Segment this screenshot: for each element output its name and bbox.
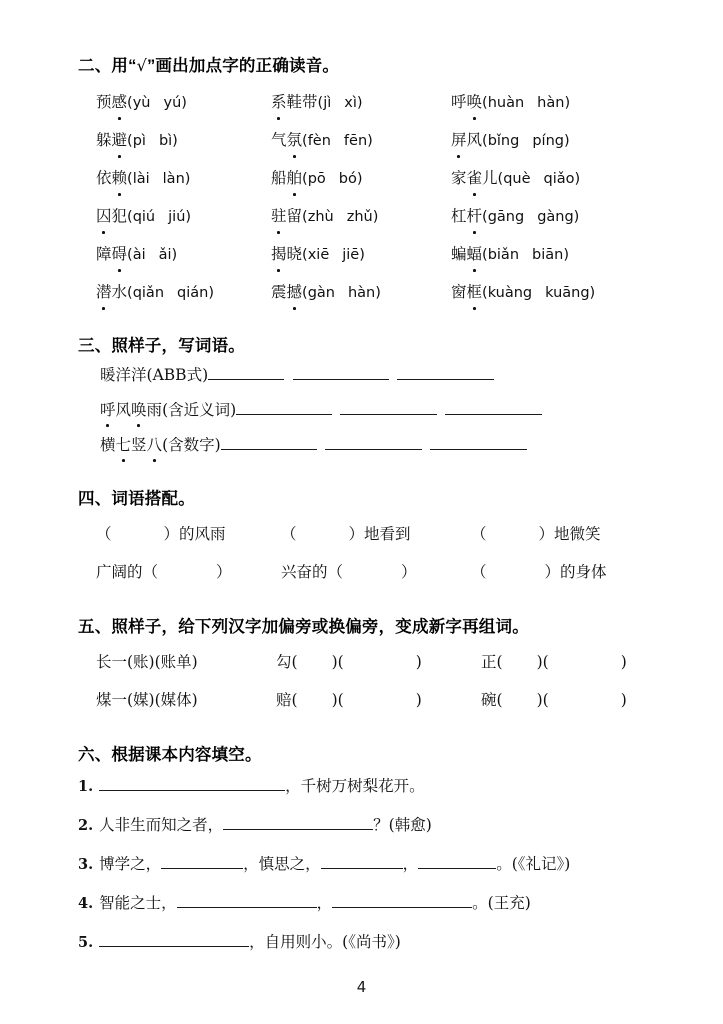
pinyin-option-a[interactable]: qiǎn <box>132 285 165 301</box>
answer-blank[interactable] <box>293 362 389 380</box>
radical-base-char: 碗 <box>481 691 497 709</box>
question-number: 5. <box>78 934 94 951</box>
pinyin-options: (biǎn biān) <box>482 247 569 263</box>
dotted-char: 驻 <box>271 198 287 235</box>
pinyin-word <box>271 274 302 311</box>
pinyin-option-a[interactable]: ài <box>132 247 146 263</box>
pinyin-options: (lài làn) <box>127 171 191 187</box>
collocation-right: ）的身体 <box>544 563 607 581</box>
radical-item[interactable] <box>96 643 276 681</box>
pinyin-options: (pì bì) <box>127 133 178 149</box>
pinyin-choice-item[interactable] <box>96 236 271 274</box>
section-5-heading: 五、照样子，给下列汉字加偏旁或换偏旁，变成新字再组词。 <box>78 618 529 636</box>
pinyin-options: (zhù zhǔ) <box>302 209 379 225</box>
pinyin-word <box>271 198 302 235</box>
pinyin-options: (fèn fēn) <box>302 133 373 149</box>
dotted-char: 揭 <box>271 236 287 273</box>
pinyin-choice-item[interactable] <box>96 274 271 312</box>
section-4-grid <box>96 515 679 591</box>
pinyin-choice-item[interactable] <box>271 236 451 274</box>
pinyin-options: (pō bó) <box>302 171 363 187</box>
pinyin-option-b[interactable]: kuāng <box>545 285 590 301</box>
pinyin-choice-item[interactable] <box>451 236 679 274</box>
collocation-right: ） <box>401 563 417 581</box>
fill-in-question <box>78 923 679 962</box>
pinyin-choice-item[interactable] <box>451 160 679 198</box>
pinyin-option-b[interactable]: jiē <box>342 247 360 263</box>
answer-blank[interactable] <box>418 851 496 869</box>
radical-base-char: 勾 <box>276 653 292 671</box>
pinyin-option-a[interactable]: biǎn <box>487 247 520 263</box>
pinyin-choice-item[interactable] <box>271 198 451 236</box>
word-char: 风 <box>115 401 132 419</box>
pinyin-choice-item[interactable] <box>271 160 451 198</box>
pinyin-options: (yù yú) <box>127 95 187 111</box>
collocation-right: ） <box>216 563 232 581</box>
question-text: ， <box>402 855 419 873</box>
write-words-row <box>100 358 679 393</box>
answer-blank[interactable] <box>99 929 249 947</box>
pinyin-option-b[interactable]: xì <box>344 95 357 111</box>
question-text: ？(韩愈) <box>373 816 432 834</box>
collocation-item[interactable] <box>281 515 471 553</box>
dotted-char: 雀 <box>467 160 483 197</box>
answer-blank[interactable] <box>397 362 494 380</box>
pinyin-word <box>451 236 482 273</box>
collocation-item[interactable] <box>96 553 281 591</box>
pinyin-option-a[interactable]: pì <box>132 133 146 149</box>
word-char: 窗 <box>451 283 467 301</box>
pinyin-options: (kuàng kuāng) <box>482 285 596 301</box>
word-char: 鞋带 <box>286 93 318 111</box>
pinyin-option-b[interactable]: hàn <box>347 285 376 301</box>
fill-in-question <box>78 845 679 884</box>
pinyin-word <box>96 274 127 311</box>
dotted-char: 碍 <box>112 236 128 273</box>
question-text: 智能之士， <box>99 894 177 912</box>
pinyin-option-b[interactable]: gàng <box>537 209 574 225</box>
word-char: 暖 <box>100 366 116 384</box>
word-char: 横 <box>100 436 116 454</box>
answer-blank[interactable] <box>445 397 542 415</box>
pinyin-option-a[interactable]: zhù <box>307 209 334 225</box>
question-text: 人非生而知之者， <box>99 816 224 834</box>
pinyin-option-a[interactable]: yù <box>132 95 151 111</box>
write-words-row <box>100 393 679 428</box>
question-number: 1. <box>78 778 94 795</box>
word-char: 依 <box>96 169 112 187</box>
pinyin-choice-item[interactable] <box>451 274 679 312</box>
pinyin-choice-item[interactable] <box>96 122 271 160</box>
dotted-char: 七 <box>116 428 132 463</box>
dotted-char: 唤 <box>467 84 483 121</box>
word-char: 风 <box>466 131 483 149</box>
word-char: 犯 <box>111 207 128 225</box>
dotted-char: 框 <box>467 274 483 311</box>
answer-blank[interactable] <box>321 851 403 869</box>
write-words-row <box>100 428 679 463</box>
pinyin-word <box>451 122 482 159</box>
word-char: 呼 <box>451 93 467 111</box>
sample-note: (含数字) <box>162 436 221 454</box>
pinyin-option-a[interactable]: gāng <box>487 209 525 225</box>
section-2-pinyin-grid <box>96 84 679 312</box>
pinyin-option-a[interactable]: gàn <box>307 285 335 301</box>
answer-blank[interactable] <box>325 432 422 450</box>
pinyin-options: (qiú jiú) <box>127 209 192 225</box>
answer-blanks <box>208 362 502 380</box>
word-char: 洋 <box>131 366 147 384</box>
pinyin-choice-item[interactable] <box>271 84 451 122</box>
pinyin-choice-item[interactable] <box>451 198 679 236</box>
pinyin-option-b[interactable]: fēn <box>343 133 368 149</box>
pinyin-word <box>271 160 302 197</box>
sample-word <box>100 428 221 463</box>
section-2-heading <box>78 52 679 76</box>
pinyin-option-b[interactable]: píng <box>532 133 564 149</box>
sample-note: (含近义词) <box>162 401 237 419</box>
pinyin-options: (qiǎn qián) <box>127 285 214 301</box>
question-text: 。(《礼记》) <box>496 855 571 873</box>
pinyin-options: (gāng gàng) <box>482 209 580 225</box>
section-6-questions <box>44 767 679 962</box>
word-char: 儿 <box>482 169 498 187</box>
radical-base-char: 正 <box>481 653 497 671</box>
answer-blank[interactable] <box>340 397 437 415</box>
pinyin-word <box>96 84 127 121</box>
dotted-char: 蝠 <box>467 236 483 273</box>
section-2-heading-prefix: 二、用“ <box>78 57 137 75</box>
collocation-left: （ <box>96 525 112 543</box>
dotted-char: 撼 <box>287 274 303 311</box>
dotted-char: 八 <box>147 428 163 463</box>
answer-blank[interactable] <box>223 812 373 830</box>
fill-in-question <box>78 884 679 923</box>
answer-blank[interactable] <box>99 773 285 791</box>
word-char: 晓 <box>286 245 303 263</box>
pinyin-word <box>271 236 302 273</box>
radical-item[interactable]: 赔( )( ) <box>276 691 422 709</box>
answer-blanks <box>236 397 550 415</box>
pinyin-option-b[interactable]: bó <box>338 171 357 187</box>
pinyin-option-b[interactable]: bì <box>158 133 173 149</box>
dotted-char: 氛 <box>287 122 303 159</box>
radical-item[interactable]: 碗( )( ) <box>481 691 627 709</box>
answer-blank[interactable] <box>430 432 527 450</box>
dotted-char: 舶 <box>287 160 303 197</box>
pinyin-word <box>96 236 127 273</box>
word-char: 洋 <box>115 366 132 384</box>
collocation-right: ）地看到 <box>348 525 411 543</box>
question-text: ，慎思之， <box>243 855 321 873</box>
collocation-left: 兴奋的（ <box>281 563 344 581</box>
radical-item[interactable]: 正( )( ) <box>481 653 627 671</box>
pinyin-word <box>451 198 482 235</box>
pinyin-word <box>96 122 127 159</box>
pinyin-option-a[interactable]: jì <box>323 95 332 111</box>
word-char: 躲 <box>96 131 112 149</box>
section-4-heading: 四、词语搭配。 <box>78 490 195 508</box>
pinyin-word <box>271 84 318 121</box>
pinyin-option-a[interactable]: què <box>503 171 531 187</box>
pinyin-options: (gàn hàn) <box>302 285 381 301</box>
answer-blank[interactable] <box>221 432 317 450</box>
pinyin-options: (jì xì) <box>317 95 363 111</box>
pinyin-options: (xiē jiē) <box>302 247 365 263</box>
pinyin-option-b[interactable]: qián <box>177 285 209 301</box>
page-number: 4 <box>356 978 367 996</box>
pinyin-option-b[interactable]: làn <box>162 171 185 187</box>
word-char: 雨 <box>146 401 163 419</box>
question-text: 博学之， <box>99 855 162 873</box>
pinyin-option-a[interactable]: lài <box>132 171 150 187</box>
dotted-char: 感 <box>112 84 128 121</box>
fill-in-question <box>78 767 679 806</box>
question-text: ，自用则小。(《尚书》) <box>249 933 401 951</box>
pinyin-choice-item[interactable] <box>451 84 679 122</box>
pinyin-options: (ài ǎi) <box>127 247 178 263</box>
section-3-heading: 三、照样子，写词语。 <box>78 337 245 355</box>
pinyin-word <box>271 122 302 159</box>
pinyin-word <box>451 160 498 197</box>
word-char: 留 <box>286 207 303 225</box>
sample-word <box>100 358 208 393</box>
collocation-right: ）的风雨 <box>163 525 226 543</box>
pinyin-word <box>96 160 127 197</box>
collocation-item[interactable] <box>96 515 281 553</box>
pinyin-options: (bǐng píng) <box>482 133 570 149</box>
word-char: 船 <box>271 169 287 187</box>
pinyin-option-b[interactable]: yú <box>163 95 182 111</box>
word-char: 杠 <box>451 207 467 225</box>
word-char: 竖 <box>131 436 147 454</box>
question-text: ，千树万树梨花开。 <box>285 777 425 795</box>
section-2-heading-suffix: ”画出加点字的正确读音。 <box>146 57 340 75</box>
pinyin-option-b[interactable]: qiǎo <box>543 171 575 187</box>
collocation-item[interactable] <box>471 553 679 591</box>
answer-blank[interactable] <box>161 851 243 869</box>
word-char: 震 <box>271 283 287 301</box>
radical-example: 煤一(媒)(媒体) <box>96 691 198 709</box>
word-char: 蝙 <box>451 245 467 263</box>
collocation-right: ）地微笑 <box>538 525 601 543</box>
pinyin-choice-item[interactable] <box>271 122 451 160</box>
collocation-left: （ <box>471 563 487 581</box>
sample-word <box>100 393 236 428</box>
collocation-left: 广阔的（ <box>96 563 159 581</box>
question-number: 2. <box>78 817 94 834</box>
section-5-grid <box>96 643 679 719</box>
dotted-char: 避 <box>112 122 128 159</box>
radical-item[interactable] <box>96 681 276 719</box>
section-6-heading: 六、根据课本内容填空。 <box>78 746 262 764</box>
pinyin-option-b[interactable]: jiú <box>168 209 186 225</box>
pinyin-option-a[interactable]: huàn <box>487 95 525 111</box>
radical-item[interactable]: 勾( )( ) <box>276 653 422 671</box>
pinyin-options: (huàn hàn) <box>482 95 571 111</box>
collocation-item[interactable] <box>281 553 471 591</box>
pinyin-word <box>451 274 482 311</box>
pinyin-option-a[interactable]: kuàng <box>487 285 533 301</box>
answer-blank[interactable] <box>332 890 472 908</box>
pinyin-option-b[interactable]: hàn <box>537 95 565 111</box>
answer-blank[interactable] <box>177 890 317 908</box>
section-3-rows <box>100 358 679 463</box>
dotted-char: 赖 <box>112 160 128 197</box>
word-char: 预 <box>96 93 112 111</box>
pinyin-choice-item[interactable] <box>96 84 271 122</box>
pinyin-option-a[interactable]: xiē <box>307 247 330 263</box>
question-text: 。(王充) <box>472 894 531 912</box>
dotted-char: 唤 <box>131 393 147 428</box>
checkmark-glyph: √ <box>136 56 147 75</box>
dotted-char: 系 <box>271 84 287 121</box>
radical-example: 长一(账)(账单) <box>96 653 198 671</box>
question-number: 3. <box>78 856 94 873</box>
pinyin-options: (què qiǎo) <box>497 171 581 187</box>
dotted-char: 囚 <box>96 198 112 235</box>
question-number: 4. <box>78 895 94 912</box>
pinyin-option-b[interactable]: ǎi <box>158 247 172 263</box>
pinyin-option-b[interactable]: zhǔ <box>346 209 373 225</box>
answer-blank[interactable] <box>208 362 284 380</box>
dotted-char: 杆 <box>467 198 483 235</box>
dotted-char: 潜 <box>96 274 112 311</box>
word-char: 家 <box>451 169 467 187</box>
collocation-item[interactable] <box>471 515 679 553</box>
answer-blanks <box>221 432 535 450</box>
question-text: ， <box>316 894 333 912</box>
pinyin-word <box>96 198 127 235</box>
collocation-left: （ <box>281 525 297 543</box>
pinyin-option-b[interactable]: biān <box>532 247 564 263</box>
answer-blank[interactable] <box>236 397 332 415</box>
pinyin-option-a[interactable]: pō <box>307 171 326 187</box>
pinyin-choice-item[interactable] <box>96 160 271 198</box>
pinyin-choice-item[interactable] <box>96 198 271 236</box>
pinyin-option-a[interactable]: qiú <box>132 209 156 225</box>
sample-note: (ABB式) <box>146 366 209 384</box>
word-char: 气 <box>271 131 287 149</box>
dotted-char: 呼 <box>100 393 116 428</box>
radical-base-char: 赔 <box>276 691 292 709</box>
fill-in-question <box>78 806 679 845</box>
pinyin-word <box>451 84 482 121</box>
pinyin-option-a[interactable]: fèn <box>307 133 331 149</box>
word-char: 水 <box>111 283 128 301</box>
dotted-char: 屏 <box>451 122 467 159</box>
pinyin-choice-item[interactable] <box>271 274 451 312</box>
pinyin-option-a[interactable]: bǐng <box>487 133 520 149</box>
pinyin-choice-item[interactable] <box>451 122 679 160</box>
collocation-left: （ <box>471 525 487 543</box>
word-char: 障 <box>96 245 112 263</box>
